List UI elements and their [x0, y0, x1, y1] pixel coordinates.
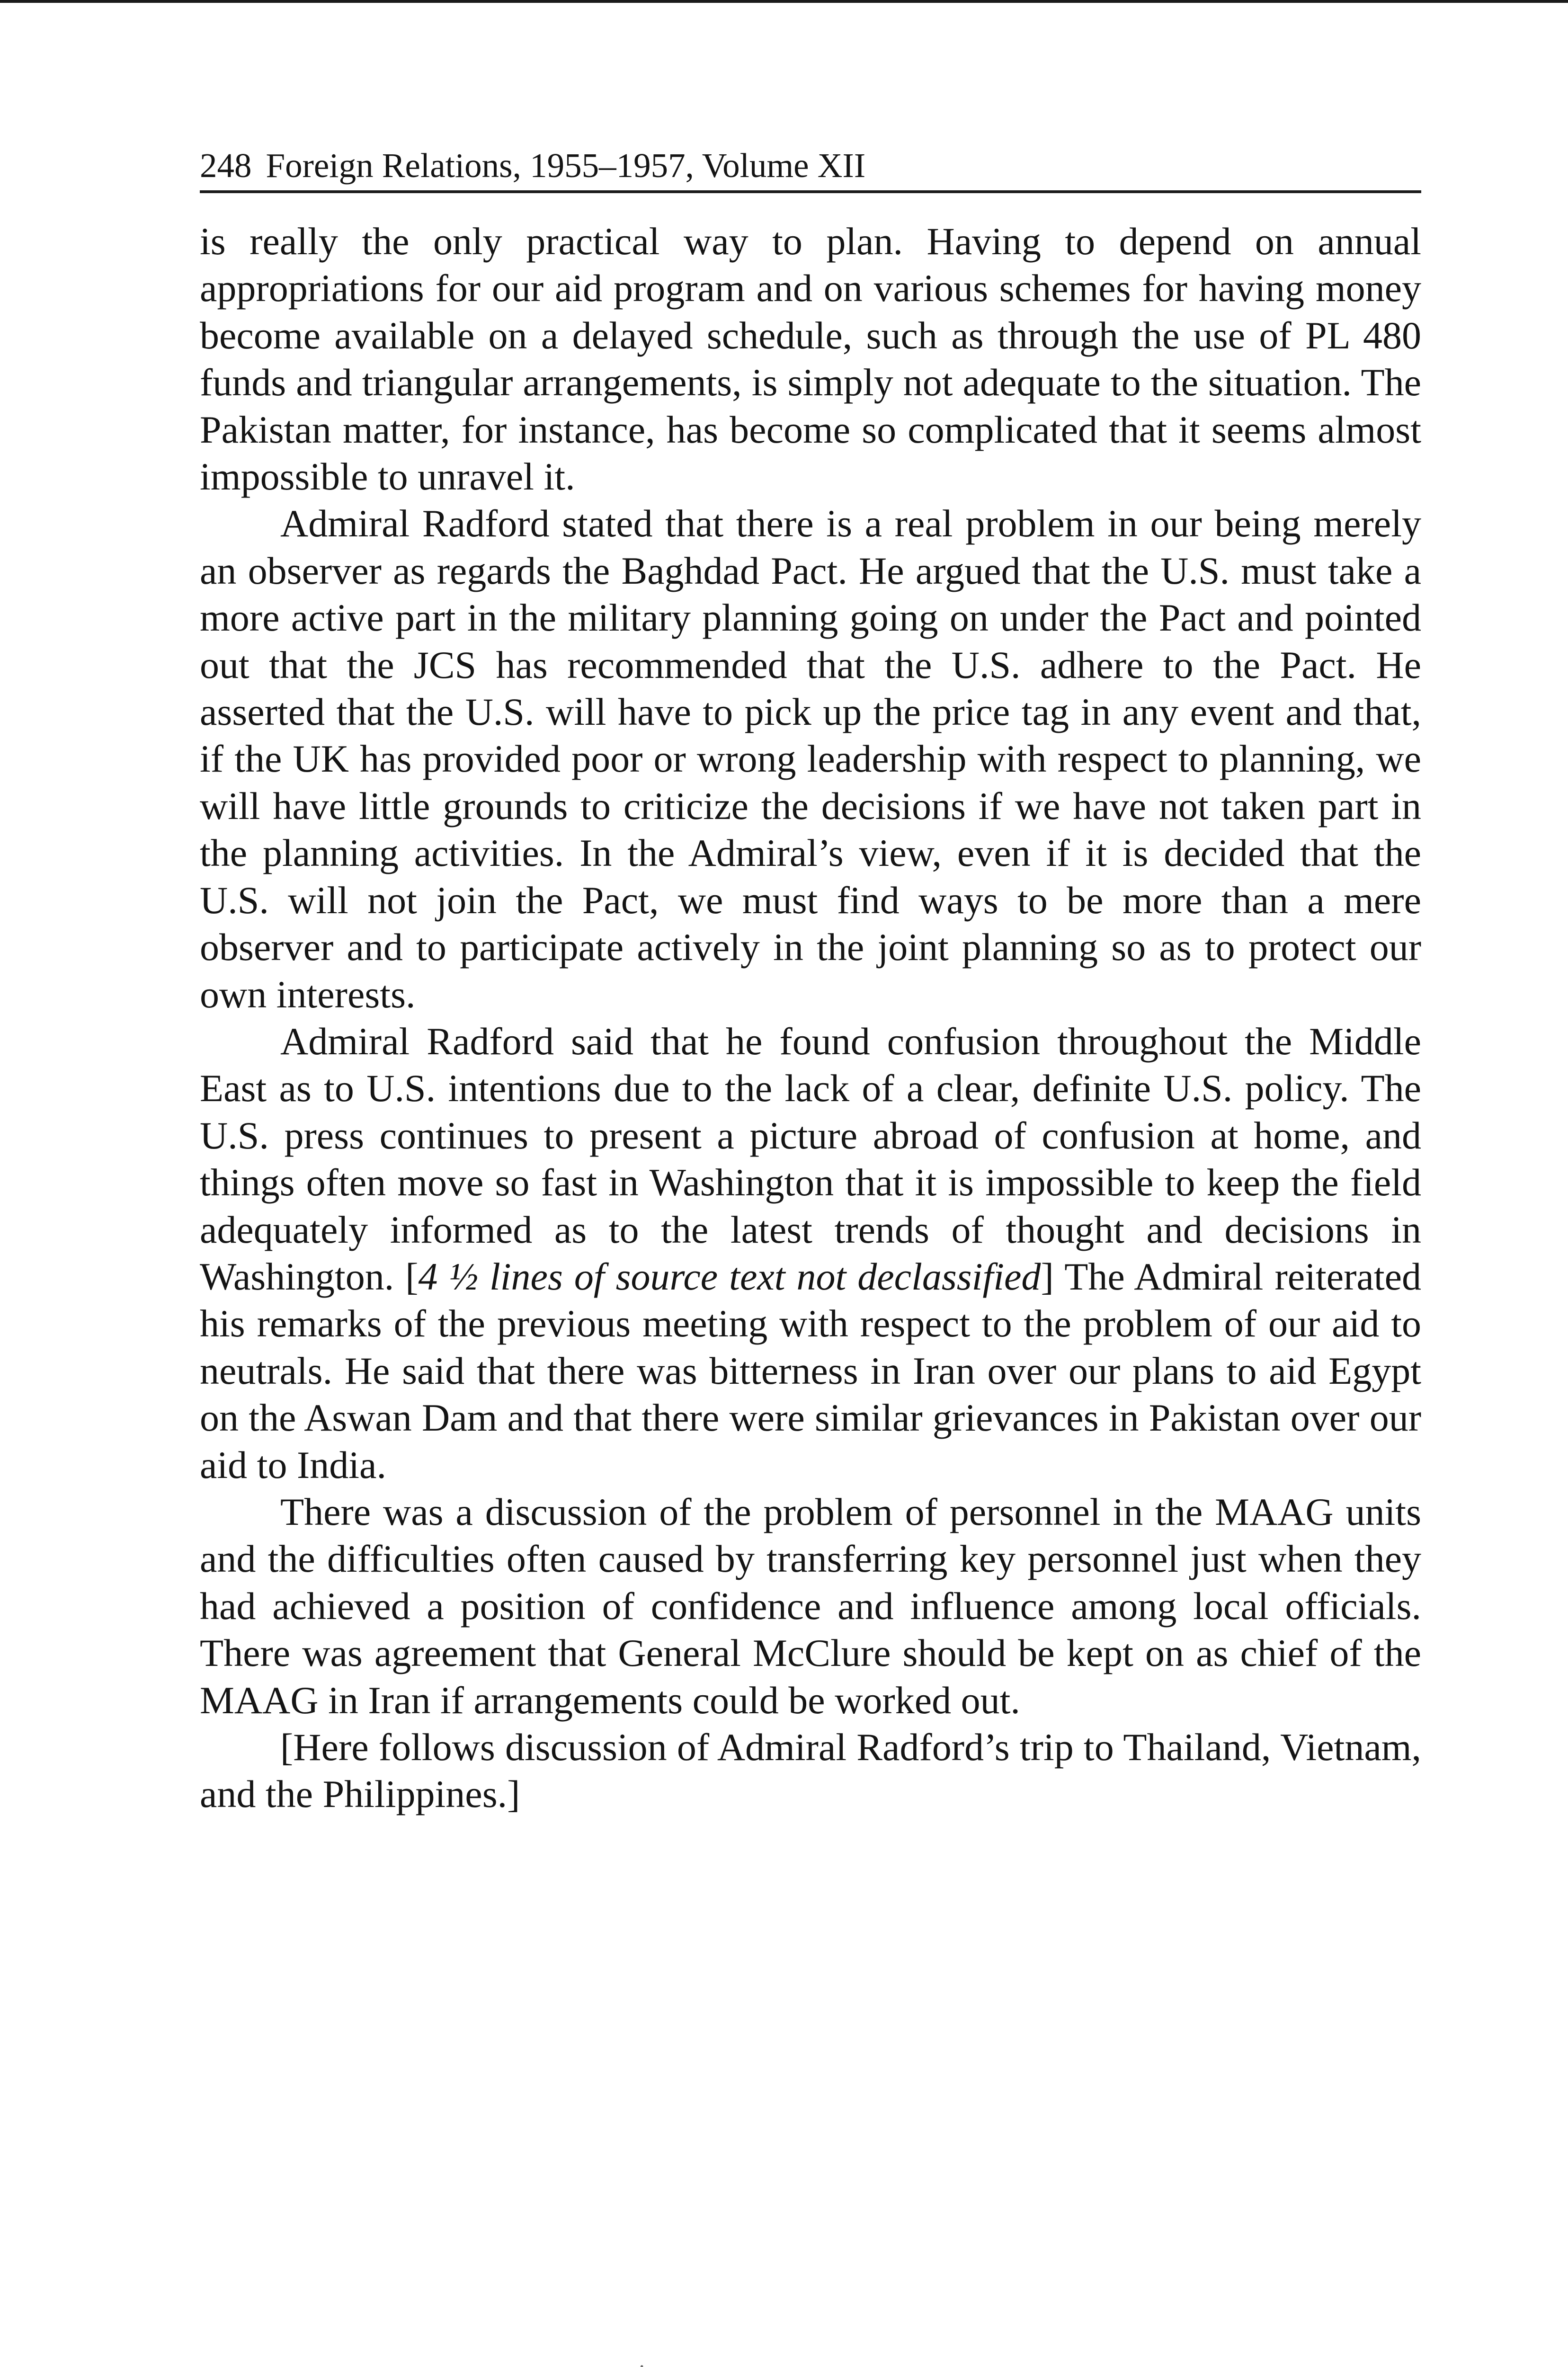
running-title: Foreign Relations, 1955–1957, Volume XII [266, 146, 866, 185]
stray-ink-mark [639, 2365, 643, 2367]
paragraph-maag-personnel: There was a discussion of the problem of personnel in the MAAG units and the difficulties often caused by transferring key personnel just when they had achieved a position of confidence and influence among local officials. There was agreement that General McClure should be kept on as chief of the MAAG in Iran if arrangements could be worked out. [200, 1490, 1421, 1722]
paragraph-continuation: is really the only practical way to plan. Having to depend on annual appropriations for our aid program and on various schemes for having money become available on a delayed schedule, such as through the use of PL 480 funds and triangular arrangements, is simply not adequate to the situation. The Pakistan matter, for instance, has become so complicated that it seems almost impossible to unravel it. [200, 220, 1421, 498]
paragraph-text-before-note: Admiral Radford said that he found confusion throughout the Middle East as to U.S. intentions due to the lack of a clear, definite U.S. policy. The U.S. press continues to present a picture abroad of confusion at home, and things often move so fast in Washington that it is impossible to keep the field adequately informed as to the latest trends of thought and decisions in Washington. [ [200, 1019, 1421, 1298]
paragraph-middle-east-confusion [200, 1018, 1421, 1488]
paragraph-baghdad-pact: Admiral Radford stated that there is a real problem in our being merely an observer as regards the Baghdad Pact. He argued that the U.S. must take a more active part in the military planning going on under the Pact and pointed out that the JCS has recommended that the U.S. adhere to the Pact. He asserted that the U.S. will have to pick up the price tag in any event and that, if the UK has provided poor or wrong leadership with respect to planning, we will have little grounds to criticize the decisions if we have not taken part in the planning activities. In the Admiral’s view, even if it is decided that the U.S. will not join the Pact, we must find ways to be more than a mere observer and to participate actively in the joint planning so as to protect our own interests. [200, 502, 1421, 1016]
page-number: 248 [200, 146, 252, 185]
body-text [200, 218, 1421, 1818]
running-head [200, 142, 1421, 193]
page-top-edge-rule [0, 0, 1568, 3]
paragraph-editorial-omission: [Here follows discussion of Admiral Radford’s trip to Thailand, Vietnam, and the Philippines.] [200, 1726, 1421, 1816]
editorial-note-not-declassified: 4 ½ lines of source text not declassified [418, 1255, 1041, 1298]
book-page [200, 142, 1421, 1818]
paragraph-text-after-note: ] The Admiral reiterated his remarks of the previous meeting with respect to the problem of our aid to neutrals. He said that there was bitterness in Iran over our plans to aid Egypt on the Aswan Dam and that there were similar grievances in Pakistan over our aid to India. [200, 1255, 1422, 1486]
